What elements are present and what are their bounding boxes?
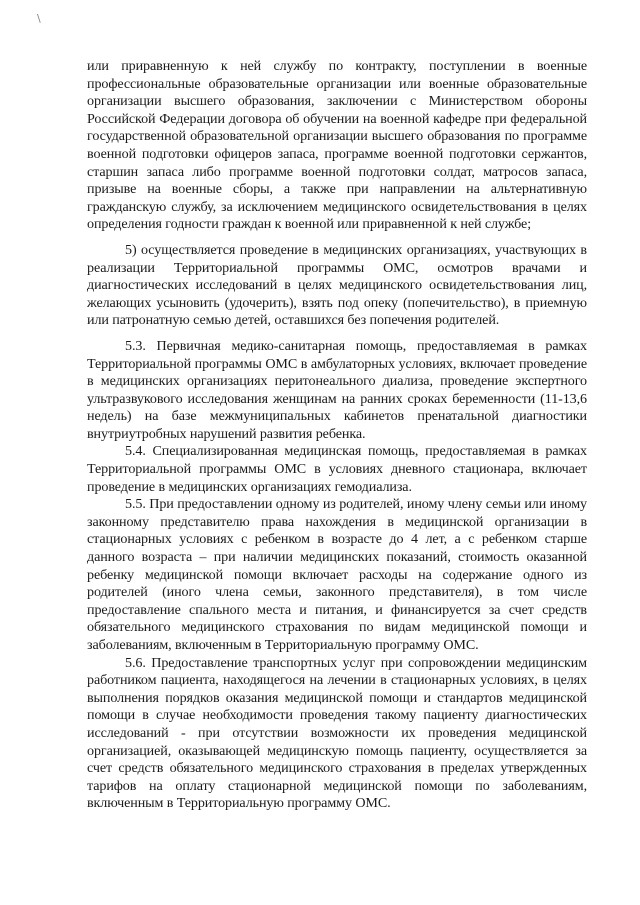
paragraph-5-3: 5.3. Первичная медико-санитарная помощь, предоставляемая в рамках Территориальной программы ОМС в амбулаторных условиях, включает проведение в медицинских организациях перитонеального диализа, проведение экспертного ультразвукового исследования женщинам на ранних сроках беременности (11-13,6 недель) на базе межмуниципальных кабинетов пренатальной диагностики внутриутробных нарушений развития ребенка. [87, 337, 587, 442]
paragraph-5-6: 5.6. Предоставление транспортных услуг при сопровождении медицинским работником пациента, находящегося на лечении в стационарных условиях, в целях выполнения порядков оказания медицинской помощи и стандартов медицинской помощи в случае необходимости проведения такому пациенту диагностических исследований - при отсутствии возможности их проведения медицинской организацией, оказывающей медицинскую помощь пациенту, осуществляется за счет средств обязательного медицинского страхования в пределах утвержденных тарифов на оплату стационарной медицинской помощи по заболеваниям, включенным в Территориальную программу ОМС. [87, 654, 587, 812]
paragraph-5-5: 5.5. При предоставлении одному из родителей, иному члену семьи или иному законному представителю права нахождения в медицинской организации в стационарных условиях с ребенком в возрасте до 4 лет, а с ребенком старше данного возраста – при наличии медицинских показаний, стоимость оказанной ребенку медицинской помощи включает расходы на содержание одного из родителей (иного члена семьи, законного представителя), в том числе предоставление спального места и питания, и финансируется за счет средств обязательного медицинского страхования по видам медицинской помощи и заболеваниям, включенным в Территориальную программу ОМС. [87, 496, 587, 653]
document-page [87, 58, 587, 813]
paragraph-5-4: 5.4. Специализированная медицинская помощь, предоставляемая в рамках Территориальной программы ОМС в условиях дневного стационара, включает проведение в медицинских организациях гемодиализа. [87, 443, 587, 495]
paragraph-item-5: 5) осуществляется проведение в медицинских организациях, участвующих в реализации Территориальной программы ОМС, осмотров врачами и диагностических исследований в целях медицинского освидетельствования лиц, желающих усыновить (удочерить), взять под опеку (попечительство), в приемную или патронатную семью детей, оставшихся без попечения родителей. [87, 241, 587, 329]
paragraph-continued: или приравненную к ней службу по контракту, поступлении в военные профессиональные образовательные организации или военные образовательные организации высшего образования, заключении с Министерством обороны Российской Федерации договора об обучении на военной кафедре при федеральной государственной образовательной организации высшего образования по программе военной подготовки офицеров запаса, программе военной подготовки сержантов, старшин запаса либо программе военной подготовки солдат, матросов запаса, призыве на военные сборы, а также при направлении на альтернативную гражданскую службу, за исключением медицинского освидетельствования в целях определения годности граждан к военной или приравненной к ней службе; [87, 58, 587, 233]
corner-mark: \ [37, 12, 41, 25]
